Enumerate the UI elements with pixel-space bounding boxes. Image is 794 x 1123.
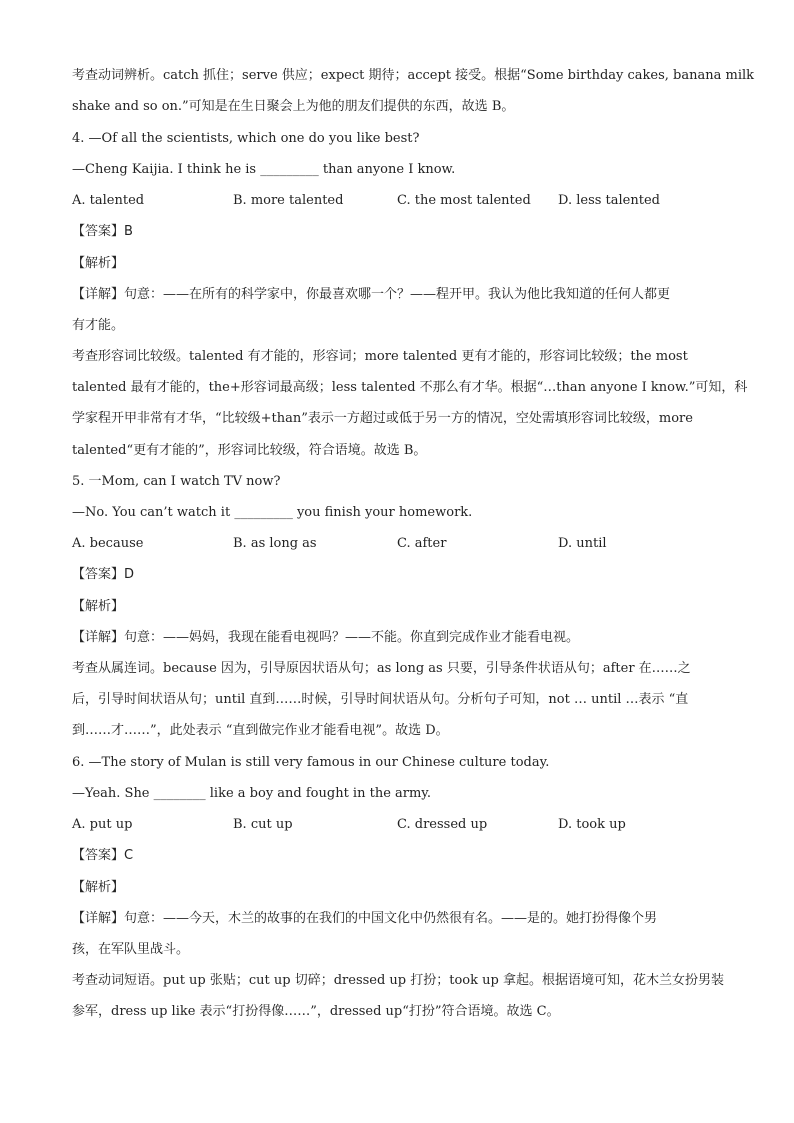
question-4-stem: 4. —Of all the scientists, which one do you like best? — [72, 131, 420, 146]
text-line: talented“更有才能的”，形容词比较级，符合语境。故选 B。 — [72, 443, 427, 458]
analysis-tag: 【解析】 — [72, 599, 125, 614]
question-6-option-a: A. put up — [72, 817, 133, 832]
question-6-dialog: —Yeah. She ________ like a boy and fought in the army. — [72, 786, 432, 801]
text-line: 考查从属连词。because 因为，引导原因状语从句；as long as 只要，引导条件状语从句；after 在……之 — [72, 661, 691, 676]
answer-tag: 【答案】B — [72, 224, 133, 239]
text-line: 到……才……”，此处表示 “直到做完作业才能看电视”。故选 D。 — [72, 723, 449, 738]
text-line: 参军，dress up like 表示“打扮得像……”，dressed up“打扮”符合语境。故选 C。 — [72, 1004, 560, 1019]
question-5-dialog: —No. You can’t watch it _________ you finish your homework. — [72, 505, 473, 520]
question-4-dialog: —Cheng Kaijia. I think he is _________ than anyone I know. — [72, 162, 456, 177]
text-line: 考查动词短语。put up 张贴；cut up 切碎；dressed up 打扮；took up 拿起。根据语境可知，花木兰女扮男装 — [72, 973, 724, 988]
analysis-tag: 【解析】 — [72, 256, 125, 271]
question-4-option-c: C. the most talented — [397, 193, 531, 208]
text-line: 孩，在军队里战斗。 — [72, 942, 190, 957]
text-line: 学家程开甲非常有才华，“比较级+than”表示一方超过或低于另一方的情况，空处需填形容词比较级，more — [72, 411, 693, 426]
question-6-option-b: B. cut up — [233, 817, 293, 832]
text-line: 【详解】句意：——妈妈，我现在能看电视吗？——不能。你直到完成作业才能看电视。 — [72, 630, 580, 645]
analysis-tag: 【解析】 — [72, 880, 125, 895]
text-line: 后，引导时间状语从句；until 直到……时候，引导时间状语从句。分析句子可知，not … until …表示 “直 — [72, 692, 689, 707]
text-line: 【详解】句意：——在所有的科学家中，你最喜欢哪一个？——程开甲。我认为他比我知道的任何人都更 — [72, 287, 671, 302]
text-line: 考查动词辨析。catch 抓住；serve 供应；expect 期待；accept 接受。根据“Some birthday cakes, banana milk — [72, 68, 755, 83]
answer-tag: 【答案】C — [72, 848, 134, 863]
question-5-option-b: B. as long as — [233, 536, 317, 551]
question-4-option-a: A. talented — [72, 193, 145, 208]
question-5-option-d: D. until — [558, 536, 607, 551]
question-6-stem: 6. —The story of Mulan is still very famous in our Chinese culture today. — [72, 755, 550, 770]
question-4-option-b: B. more talented — [233, 193, 344, 208]
text-line: shake and so on.”可知是在生日聚会上为他的朋友们提供的东西，故选 B。 — [72, 99, 515, 114]
answer-tag: 【答案】D — [72, 567, 135, 582]
text-line: 【详解】句意：——今天，木兰的故事的在我们的中国文化中仍然很有名。——是的。她打扮得像个男 — [72, 911, 658, 926]
question-5-option-a: A. because — [72, 536, 144, 551]
text-line: 考查形容词比较级。talented 有才能的，形容词；more talented 更有才能的，形容词比较级；the most — [72, 349, 688, 364]
question-6-option-c: C. dressed up — [397, 817, 488, 832]
question-5-option-c: C. after — [397, 536, 447, 551]
text-line: talented 最有才能的，the+形容词最高级；less talented 不那么有才华。根据“…than anyone I know.”可知，科 — [72, 380, 748, 395]
text-line: 有才能。 — [72, 318, 125, 333]
question-6-option-d: D. took up — [558, 817, 626, 832]
question-4-option-d: D. less talented — [558, 193, 660, 208]
question-5-stem: 5. 一Mom, can I watch TV now? — [72, 474, 281, 489]
